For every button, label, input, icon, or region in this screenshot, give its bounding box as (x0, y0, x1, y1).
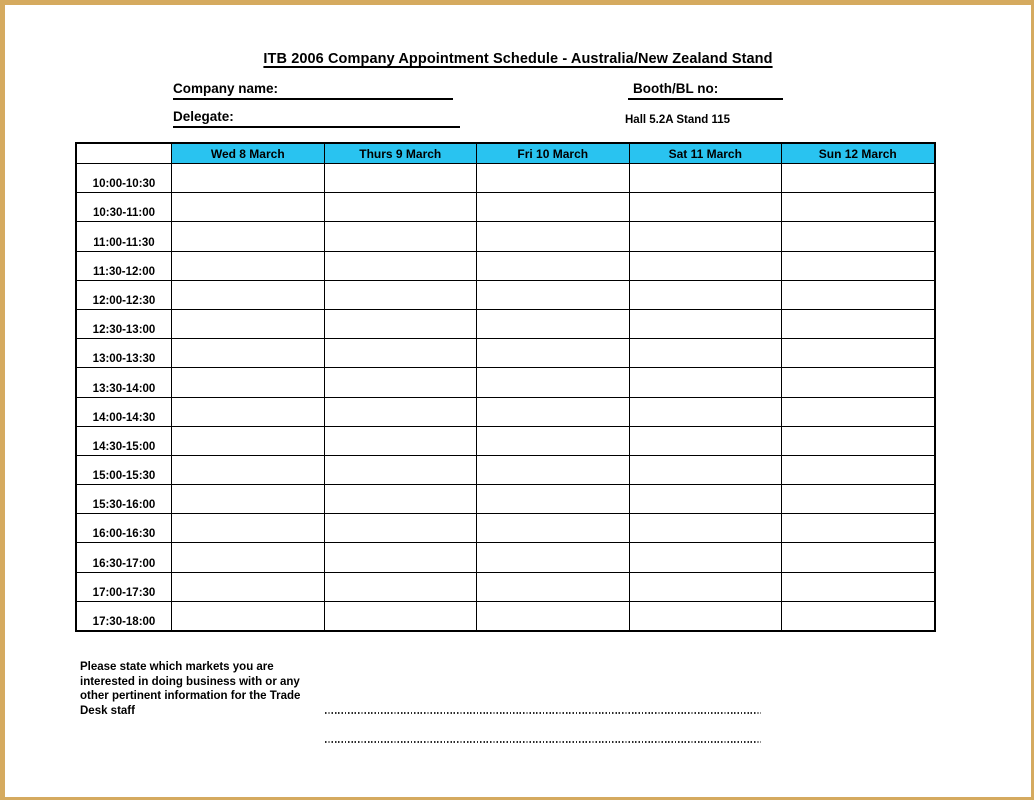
appointment-cell (476, 542, 629, 571)
appointment-cell (171, 513, 324, 542)
appointment-cell (781, 426, 934, 455)
appointment-cell (171, 309, 324, 338)
appointment-cell (324, 309, 477, 338)
company-name-label: Company name: (173, 81, 279, 96)
appointment-cell (629, 251, 782, 280)
appointment-cell (171, 280, 324, 309)
appointment-cell (629, 192, 782, 221)
appointment-cell (781, 484, 934, 513)
appointment-cell (629, 367, 782, 396)
appointment-cell (629, 221, 782, 250)
hall-stand-info: Hall 5.2A Stand 115 (625, 114, 731, 126)
appointment-cell (476, 426, 629, 455)
day-header-cell: Fri 10 March (476, 144, 629, 163)
time-slot-cell: 12:30-13:00 (77, 309, 171, 338)
appointment-cell (171, 542, 324, 571)
document-title: ITB 2006 Company Appointment Schedule - Australia/New Zealand Stand (263, 51, 773, 67)
appointment-schedule-table (75, 142, 936, 632)
time-slot-cell: 11:30-12:00 (77, 251, 171, 280)
appointment-cell (324, 513, 477, 542)
delegate-field (173, 107, 460, 128)
time-slot-cell: 14:00-14:30 (77, 397, 171, 426)
appointment-cell (781, 397, 934, 426)
appointment-cell (324, 221, 477, 250)
appointment-cell (476, 309, 629, 338)
appointment-cell (781, 601, 934, 630)
appointment-cell (781, 309, 934, 338)
appointment-cell (476, 397, 629, 426)
appointment-cell (781, 251, 934, 280)
day-header-cell: Sun 12 March (781, 144, 934, 163)
appointment-cell (629, 163, 782, 192)
appointment-cell (476, 367, 629, 396)
appointment-cell (324, 163, 477, 192)
appointment-cell (324, 542, 477, 571)
appointment-cell (629, 484, 782, 513)
appointment-cell (781, 367, 934, 396)
appointment-cell (781, 192, 934, 221)
booth-number-field (628, 79, 783, 100)
appointment-cell (171, 455, 324, 484)
time-slot-cell: 16:30-17:00 (77, 542, 171, 571)
day-header-cell: Wed 8 March (171, 144, 324, 163)
footer-note-line: Please state which markets you are (80, 661, 274, 673)
appointment-cell (324, 601, 477, 630)
footer-note (80, 660, 300, 718)
booth-label: Booth/BL no: (633, 81, 719, 96)
appointment-cell (476, 251, 629, 280)
appointment-cell (171, 251, 324, 280)
time-slot-cell: 15:30-16:00 (77, 484, 171, 513)
appointment-cell (476, 192, 629, 221)
appointment-cell (324, 397, 477, 426)
appointment-cell (629, 455, 782, 484)
appointment-cell (476, 338, 629, 367)
appointment-cell (171, 367, 324, 396)
appointment-cell (476, 221, 629, 250)
dotted-answer-line (325, 741, 761, 743)
appointment-cell (171, 338, 324, 367)
appointment-cell (629, 542, 782, 571)
appointment-cell (324, 192, 477, 221)
appointment-cell (781, 542, 934, 571)
appointment-cell (171, 221, 324, 250)
dotted-answer-line (325, 712, 761, 714)
appointment-cell (171, 192, 324, 221)
time-slot-cell: 13:30-14:00 (77, 367, 171, 396)
delegate-label: Delegate: (173, 109, 234, 124)
appointment-cell (324, 280, 477, 309)
appointment-cell (629, 601, 782, 630)
appointment-cell (781, 221, 934, 250)
appointment-cell (476, 163, 629, 192)
appointment-cell (781, 572, 934, 601)
time-slot-cell: 10:00-10:30 (77, 163, 171, 192)
appointment-cell (781, 455, 934, 484)
appointment-cell (171, 163, 324, 192)
appointment-cell (171, 426, 324, 455)
appointment-cell (629, 426, 782, 455)
appointment-cell (476, 601, 629, 630)
appointment-cell (629, 513, 782, 542)
appointment-cell (324, 367, 477, 396)
appointment-cell (171, 572, 324, 601)
time-slot-cell: 14:30-15:00 (77, 426, 171, 455)
appointment-cell (629, 309, 782, 338)
time-slot-cell: 13:00-13:30 (77, 338, 171, 367)
appointment-cell (324, 251, 477, 280)
appointment-cell (171, 484, 324, 513)
appointment-cell (781, 163, 934, 192)
appointment-cell (324, 484, 477, 513)
footer-note-line: interested in doing business with or any (80, 675, 300, 688)
appointment-cell (476, 280, 629, 309)
appointment-cell (324, 426, 477, 455)
day-header-cell: Sat 11 March (629, 144, 782, 163)
appointment-cell (171, 397, 324, 426)
appointment-cell (324, 338, 477, 367)
appointment-cell (781, 338, 934, 367)
footer-note-line: other pertinent information for the Trade (80, 690, 301, 703)
time-slot-cell: 15:00-15:30 (77, 455, 171, 484)
time-slot-cell: 10:30-11:00 (77, 192, 171, 221)
time-slot-cell: 17:30-18:00 (77, 601, 171, 630)
appointment-cell (476, 572, 629, 601)
appointment-cell (781, 280, 934, 309)
appointment-cell (476, 484, 629, 513)
appointment-cell (629, 280, 782, 309)
company-name-field (173, 79, 453, 100)
appointment-cell (171, 601, 324, 630)
time-slot-cell: 12:00-12:30 (77, 280, 171, 309)
appointment-cell (629, 572, 782, 601)
schedule-corner-cell (77, 144, 171, 163)
appointment-cell (324, 572, 477, 601)
time-slot-cell: 16:00-16:30 (77, 513, 171, 542)
footer-note-line: Desk staff (80, 704, 135, 717)
appointment-cell (476, 513, 629, 542)
appointment-cell (781, 513, 934, 542)
appointment-cell (476, 455, 629, 484)
appointment-cell (629, 397, 782, 426)
day-header-cell: Thurs 9 March (324, 144, 477, 163)
appointment-cell (324, 455, 477, 484)
time-slot-cell: 11:00-11:30 (77, 221, 171, 250)
time-slot-cell: 17:00-17:30 (77, 572, 171, 601)
appointment-cell (629, 338, 782, 367)
